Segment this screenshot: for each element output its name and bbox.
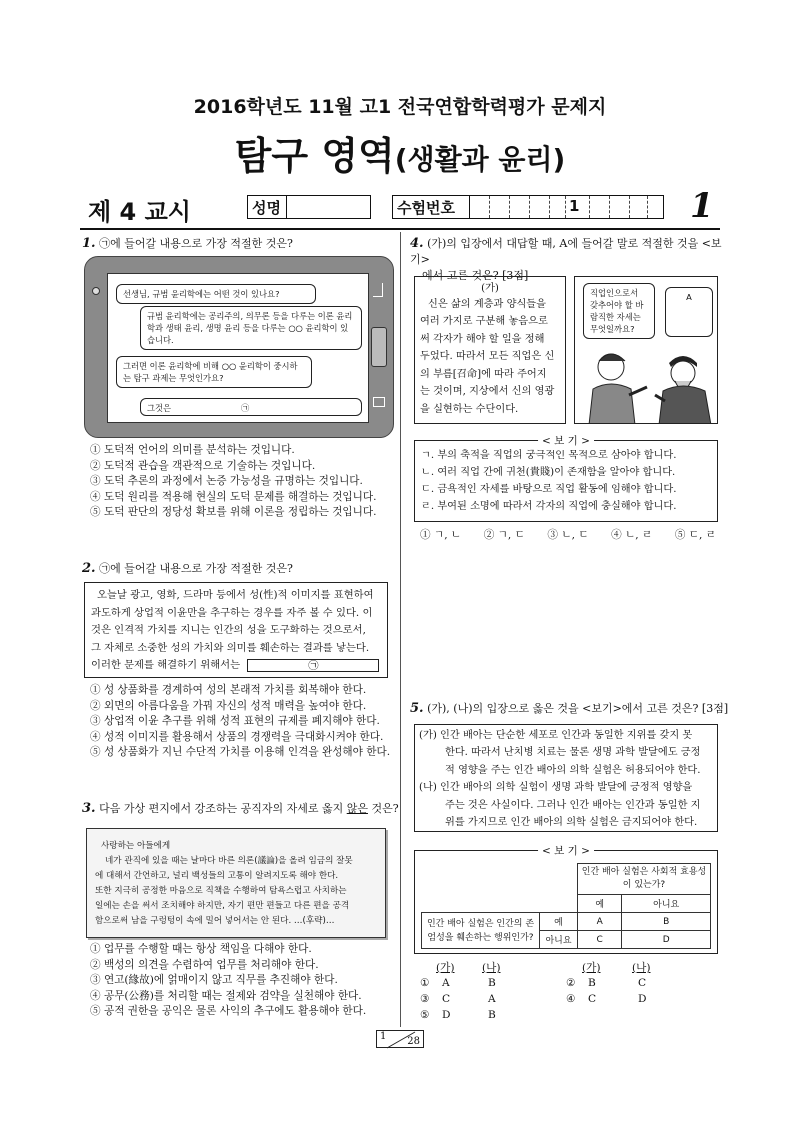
q5-option-5[interactable] [420,1008,496,1024]
q2-passage-line: 과도하게 상업적 이윤만을 추구하는 경우를 자주 볼 수 있다. 이 [91,606,373,619]
q1-option-4[interactable]: ④ 도덕 원리를 적용해 현실의 도덕 문제를 해결하는 것입니다. [90,490,377,503]
q5-col-no: 아니요 [622,895,711,913]
q4-bogi-4: ㄹ. 부여된 소명에 따라서 각자의 직업에 충실해야 합니다. [421,501,677,512]
q4-option-3[interactable]: ③ ㄴ, ㄷ [547,529,589,541]
footer-page-total: 28 [407,1036,420,1047]
q2-passage-line: 오늘날 광고, 영화, 드라마 등에서 성(性)적 이미지를 표현하여 [97,589,374,601]
option-marker: ⑤ [420,1009,430,1021]
q4-ga-line: 여러 가지로 구분해 놓음으로 [420,316,548,327]
q1-option-5[interactable]: ⑤ 도덕 판단의 정당성 확보를 위해 이론을 정립하는 것입니다. [90,506,377,518]
q1-bubble-student-1: 선생님, 규범 윤리학에는 어떤 것이 있나요? [116,284,316,304]
q4-ga-line: 는 것이며, 지상에서 신의 영광 [420,386,555,397]
q1-number: 1. [82,236,96,251]
option-marker: ④ [566,993,576,1005]
q2-options [90,683,390,761]
q2-stem-text: ㉠에 들어갈 내용으로 가장 적절한 것은? [99,562,293,575]
q4-cartoon-question: 직업인으로서 갖추어야 할 바람직한 자세는 무엇일까요? [583,283,655,339]
q2-option-2[interactable]: ② 외면의 아름다움을 가꿔 자신의 성적 매력을 높여야 한다. [90,699,367,712]
footer-page-current: 1 [380,1031,387,1042]
q4-bogi [414,435,718,522]
home-button-icon [371,327,387,367]
q2-blank: ㉠ [247,659,379,672]
q2-option-3[interactable]: ③ 상업적 이윤 추구를 위해 성적 표현의 규제를 폐지해야 한다. [90,715,380,727]
q1-bubble-student-2: 그러면 이론 윤리학에 비해 ○○ 윤리학이 중시하는 탐구 과제는 무엇인가요? [116,356,312,388]
q4-number: 4. [410,236,424,251]
q4-options [420,528,720,544]
q3-stem-underline: 않은 [346,802,368,815]
option-marker: ① [420,977,430,989]
q4-ga-line: 의 부름[召命]에 따라 주어지 [420,368,547,380]
q1-stem [82,236,293,252]
q5-row-yes: 예 [540,913,578,931]
camera-icon [92,287,100,295]
option-na: B [488,977,496,989]
session-label: 제 4 교시 [88,198,191,226]
q3-number: 3. [82,801,96,816]
option-ga: C [442,993,451,1005]
q1-option-2[interactable]: ② 도덕적 관습을 객관적으로 기술하는 것입니다. [90,459,316,472]
q3-stem-before: 다음 가상 편지에서 강조하는 공직자의 자세로 옳지 [99,802,347,815]
q3-letter [86,828,386,938]
q2-passage-line: 것은 인격적 가치를 지니는 인간의 성을 도구화하는 것으로서, [91,624,366,636]
q5-passage-line: 적 영향을 주는 인간 배아의 의학 실험은 허용되어야 한다. [445,764,701,776]
q3-options [90,942,366,1020]
q3-letter-line: 에 대해서 간언하고, 널리 백성들의 고통이 알려지도록 해야 한다. [95,871,339,881]
q5-cell-b: B [622,913,711,931]
q4-cartoon-answer: A [665,287,713,337]
option-ga: B [588,977,596,989]
q5-passage-line: (나) 인간 배아의 의학 실험이 생명 과학 발달에 긍정적 영향을 [419,782,693,794]
q4-stem-line1: (가)의 입장에서 대답할 때, A에 들어갈 말로 적절한 것을 <보기> [410,237,722,266]
q5-table [421,863,711,949]
q4-bogi-2: ㄴ. 여러 직업 간에 귀천(貴賤)이 존재함을 알아야 합니다. [421,467,676,478]
option-na: A [488,993,496,1005]
q5-cell-d: D [622,931,711,949]
q4-option-1[interactable]: ① ㄱ, ㄴ [420,529,462,541]
tablet-screen [107,273,369,423]
q1-bubble-teacher-1: 규범 윤리학에는 공리주의, 의무론 등을 다루는 이론 윤리학과 생태 윤리, 생명 윤리 등을 다루는 ○○ 윤리학이 있습니다. [140,306,362,350]
option-na: D [638,993,647,1005]
option-ga: C [588,993,597,1005]
q1-bubble4-prefix: 그것은 [147,403,172,413]
back-icon [373,283,383,297]
q2-option-5[interactable]: ⑤ 성 상품화가 지닌 수단적 가치를 이용해 인격을 완성해야 한다. [90,746,391,758]
q5-passage-line: 주는 것은 사실이다. 그러나 인간 배아는 인간과 동일한 지 [445,799,701,811]
menu-icon [373,397,385,407]
q4-ga-line: 을 실현하는 수단이다. [420,403,519,415]
q2-passage-line: 그 자체로 소중한 성의 가치와 의미를 훼손하는 결과를 낳는다. [91,641,370,654]
q1-stem-text: ㉠에 들어갈 내용으로 가장 적절한 것은? [99,237,293,250]
name-field[interactable] [247,195,371,219]
q5-number: 5. [410,701,424,716]
q5-option-3[interactable] [420,992,496,1008]
q3-stem [82,801,399,817]
q5-answer-header-na: (나) [482,962,501,974]
q5-row-header: 인간 배아 실험은 인간의 존엄성을 훼손하는 행위인가? [422,913,540,949]
q4-option-2[interactable]: ② ㄱ, ㄷ [483,529,525,541]
q2-passage-line: 이러한 문제를 해결하기 위해서는 [91,659,241,671]
option-na: B [488,1009,496,1021]
q1-option-3[interactable]: ③ 도덕 추론의 과정에서 논증 가능성을 규명하는 것입니다. [90,475,363,487]
q4-bogi-3: ㄷ. 금욕적인 자세를 바탕으로 직업 활동에 임해야 합니다. [421,484,677,495]
q1-blank: ㉠ [241,403,250,413]
q5-option-4[interactable] [566,992,647,1008]
q3-stem-after: 것은? [367,802,399,815]
q5-cell-c: C [578,931,622,949]
column-divider [400,232,401,1027]
q4-ga-line: 두었다. 따라서 모든 직업은 신 [420,351,555,362]
q5-answer-header-ga: (가) [582,962,601,974]
q4-ga-label: (가) [481,283,499,294]
q5-options [420,961,720,1031]
q3-letter-line: 함으로써 남을 구렁텅이 속에 밀어 넣어서는 안 된다. …(후략)… [95,916,335,926]
q5-stem [410,701,728,717]
q4-option-4[interactable]: ④ ㄴ, ㄹ [611,529,653,541]
q3-option-3[interactable]: ③ 연고(緣故)에 얽매이지 않고 직무를 추진해야 한다. [90,974,338,986]
q3-option-4[interactable]: ④ 공무(公務)를 처리할 때는 절제와 검약을 실천해야 한다. [90,989,362,1002]
option-marker: ② [566,977,576,989]
q5-option-1[interactable] [420,976,496,992]
q1-options [90,443,377,521]
tablet-illustration [84,256,394,438]
option-ga: D [442,1009,451,1021]
q5-bogi-label: < 보 기 > [538,843,594,858]
q4-passage-ga [414,276,566,424]
exam-title [0,125,800,180]
q3-option-1[interactable]: ① 업무를 수행할 때는 항상 책임을 다해야 한다. [90,943,312,955]
q3-option-2[interactable]: ② 백성의 의견을 수렴하여 업무를 처리해야 한다. [90,958,319,971]
q5-answer-header-na: (나) [632,962,651,974]
q2-stem [82,561,293,577]
footer-page-indicator [376,1030,424,1048]
option-marker: ③ [420,993,430,1005]
q5-answer-header-ga: (가) [436,962,455,974]
q3-letter-line: 또한 지극히 공정한 마음으로 직책을 수행하여 탐욕스럽고 사치하는 [95,886,347,896]
q5-passage-line: 한다. 따라서 난치병 치료는 물론 생명 과학 발달에도 긍정 [445,747,701,759]
q3-option-5[interactable]: ⑤ 공적 권한을 공익은 물론 사익의 추구에도 활용해야 한다. [90,1005,367,1017]
q5-cell-a: A [578,913,622,931]
q4-stem-line2: 에서 고른 것은? [3점] [422,269,529,282]
q4-bogi-1: ㄱ. 부의 축적을 직업의 궁극적인 목적으로 삼아야 합니다. [421,450,677,461]
option-ga: A [442,977,450,989]
q2-passage [84,582,388,678]
exam-subtitle: 2016학년도 11월 고1 전국연합학력평가 문제지 [193,96,607,118]
q5-col-yes: 예 [578,895,622,913]
q3-letter-line: 네가 관직에 있을 때는 날마다 바른 의론(議論)을 올려 임금의 잘못 [105,856,353,866]
exam-title-subject: (생활과 윤리) [394,143,566,176]
q4-ga-line: 써 각자가 해야 할 일을 정해 [420,333,545,345]
page-number-large: 1 [690,186,714,226]
q1-option-1[interactable]: ① 도덕적 언어의 의미를 분석하는 것입니다. [90,444,295,456]
q4-bogi-label: < 보 기 > [538,433,594,450]
exam-number-digit: 1 [569,197,580,215]
exam-title-main: 탐구 영역 [234,134,395,178]
q4-option-5[interactable]: ⑤ ㄷ, ㄹ [674,529,716,541]
q4-cartoon [574,276,718,424]
q5-stem-text: (가), (나)의 입장으로 옳은 것을 <보기>에서 고른 것은? [3점] [427,702,729,715]
q5-option-2[interactable] [566,976,647,992]
header-rule [80,228,720,230]
q5-bogi [414,845,718,954]
q2-option-1[interactable]: ① 성 상품화를 경계하여 성의 본래적 가치를 회복해야 한다. [90,684,367,696]
q3-letter-line: 일에는 손을 써서 조치해야 하지만, 자기 편만 편들고 다른 편을 공격 [95,901,350,911]
q5-col-header: 인간 배아 실험은 사회적 효용성이 있는가? [578,864,711,895]
option-na: C [638,977,647,989]
exam-number-label: 수험번호 [397,199,455,217]
q5-passage-line: 위를 가지므로 인간 배아의 의학 실험은 금지되어야 한다. [445,817,698,829]
q2-option-4[interactable]: ④ 성적 이미지를 활용해서 상품의 경쟁력을 극대화시켜야 한다. [90,730,384,743]
q5-passage [414,724,718,832]
q2-number: 2. [82,561,96,576]
q4-ga-line: 신은 삶의 계층과 양식들을 [428,298,546,310]
q1-bubble-teacher-2 [140,398,362,416]
q5-passage-line: (가) 인간 배아는 단순한 세포로 인간과 동일한 지위를 갖지 못 [419,730,693,741]
name-label: 성명 [252,199,281,217]
exam-number-field[interactable] [392,195,664,219]
q5-row-no: 아니요 [540,931,578,949]
q3-letter-line: 사랑하는 아들에게 [101,841,171,851]
